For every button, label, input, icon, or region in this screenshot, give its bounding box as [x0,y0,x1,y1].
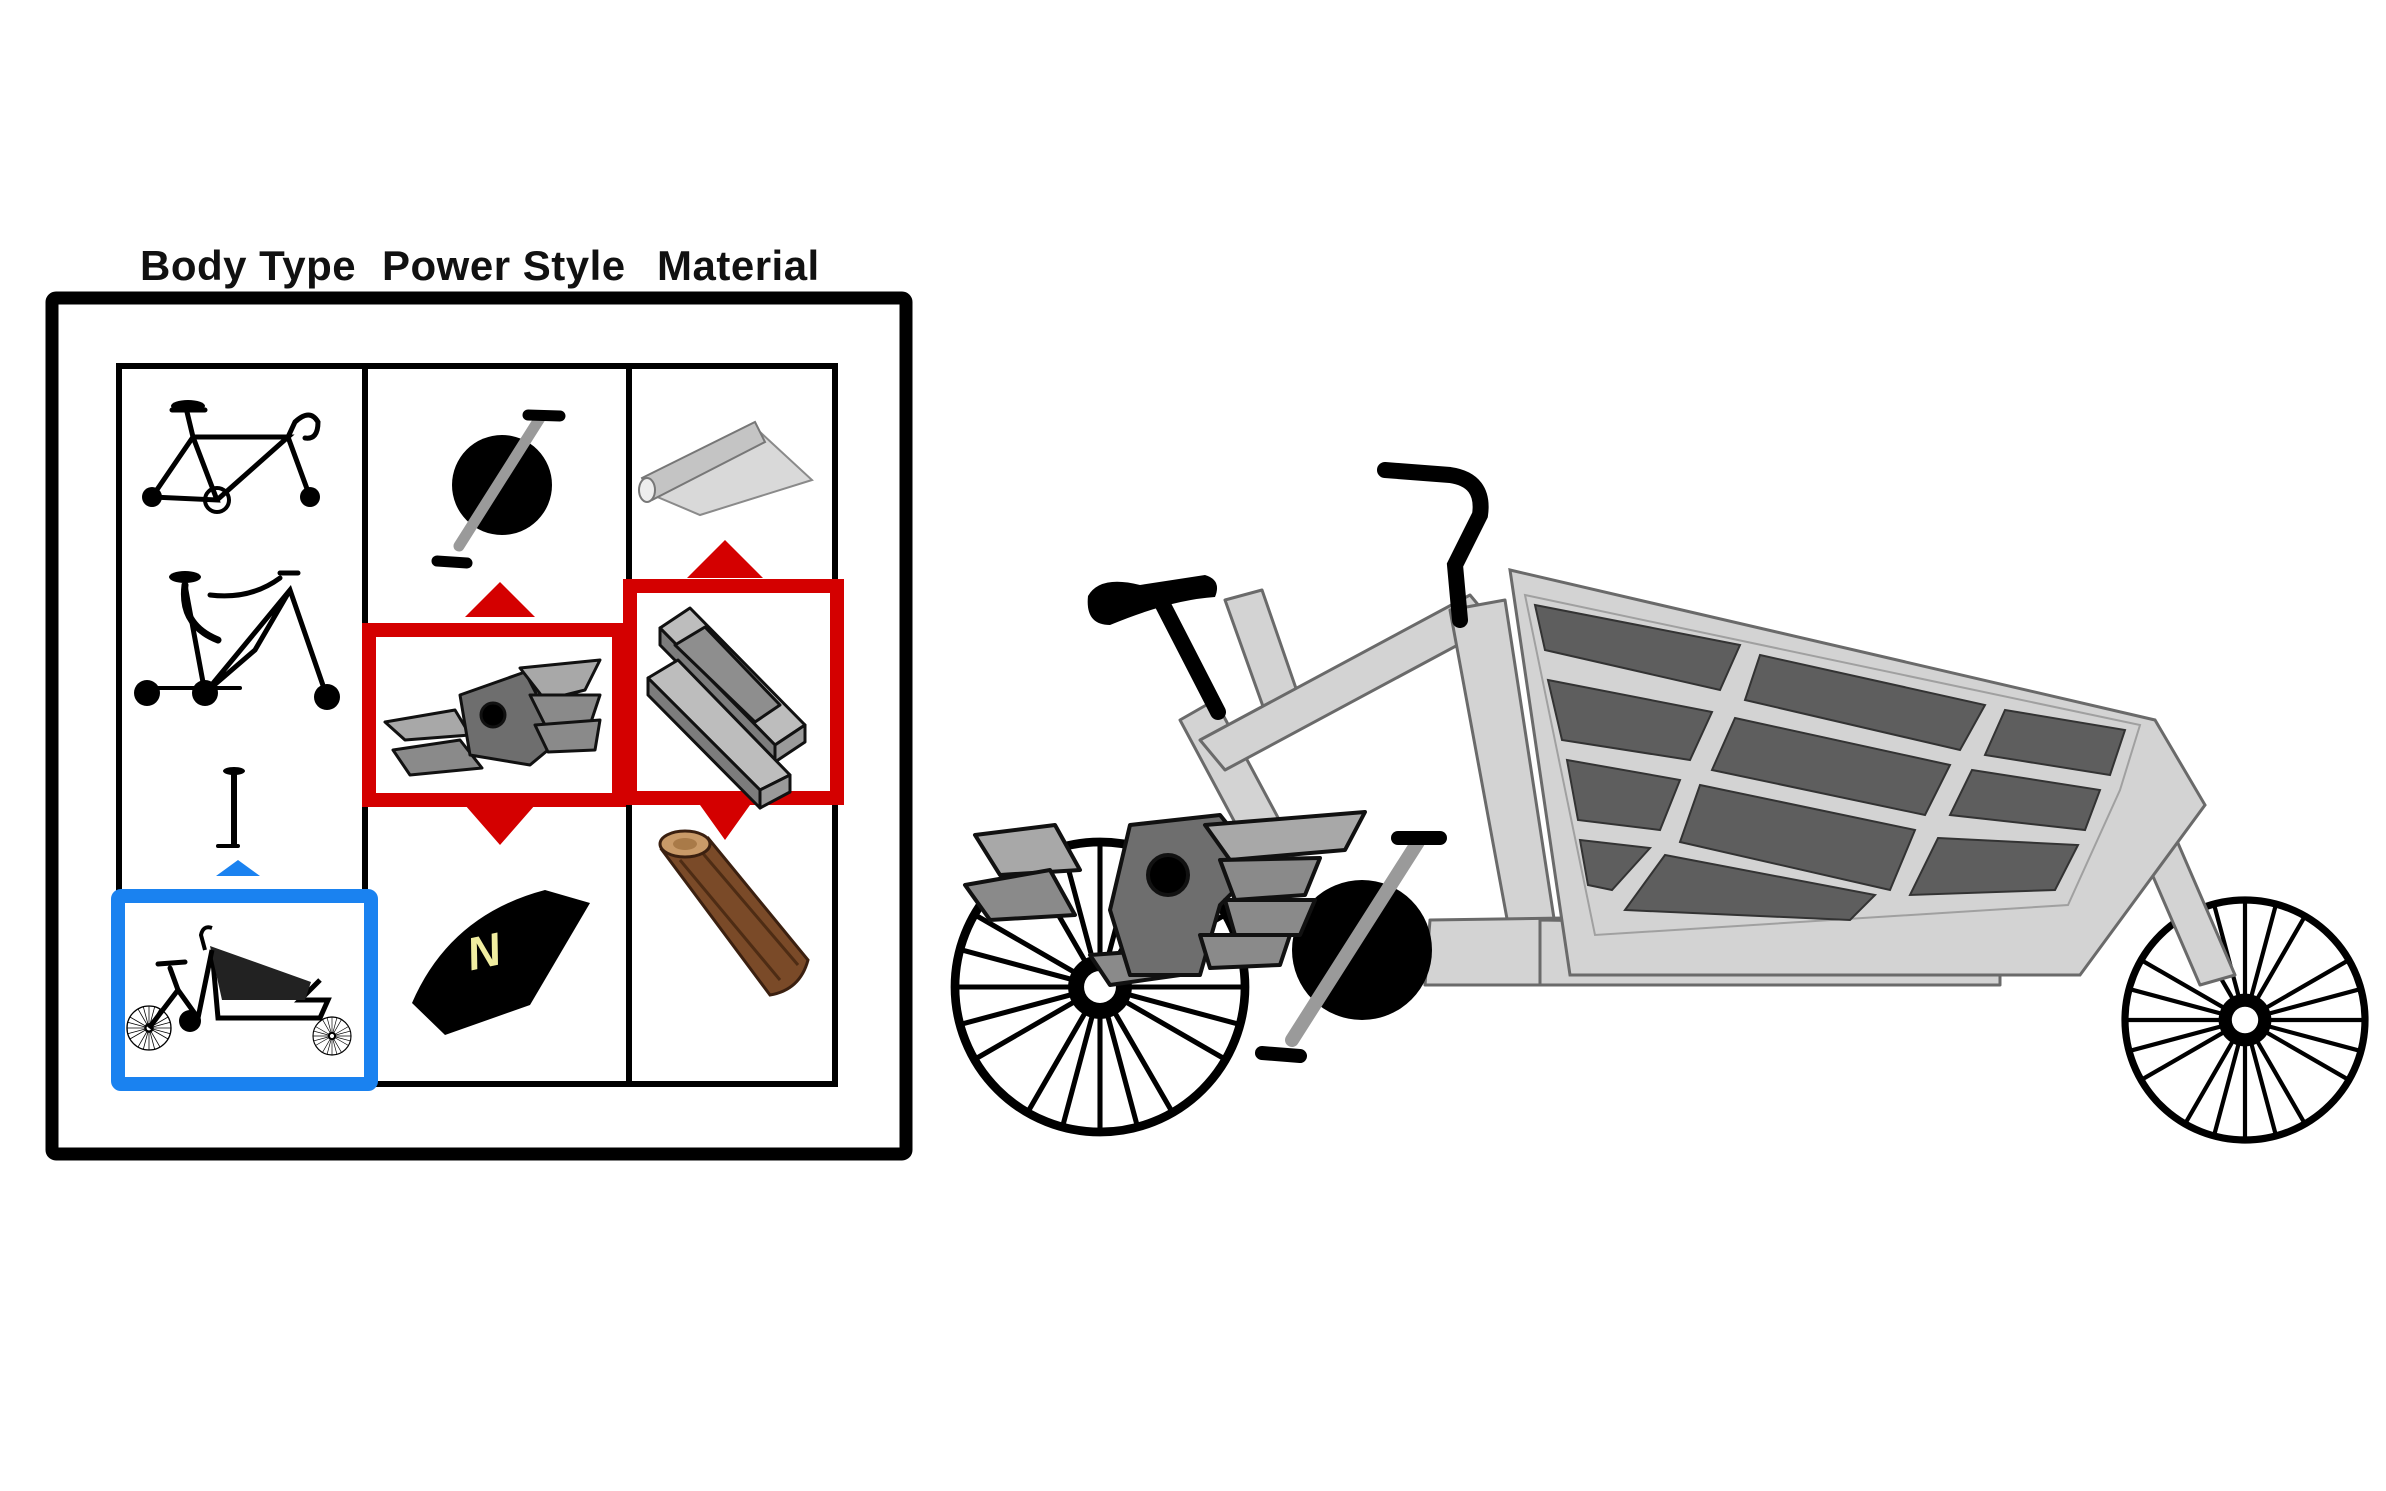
front-wheel [2125,900,2365,1140]
seatpost [1163,605,1218,712]
header-power-style: Power Style [382,242,626,289]
header-body-type: Body Type [140,242,357,289]
bike-seat [1088,575,1217,625]
battery-logo: N [462,922,506,981]
header-material: Material [657,242,820,289]
cargo-box [1510,570,2205,975]
cargo-bike-preview [955,470,2365,1140]
option-steel-i-beam[interactable] [630,540,837,840]
